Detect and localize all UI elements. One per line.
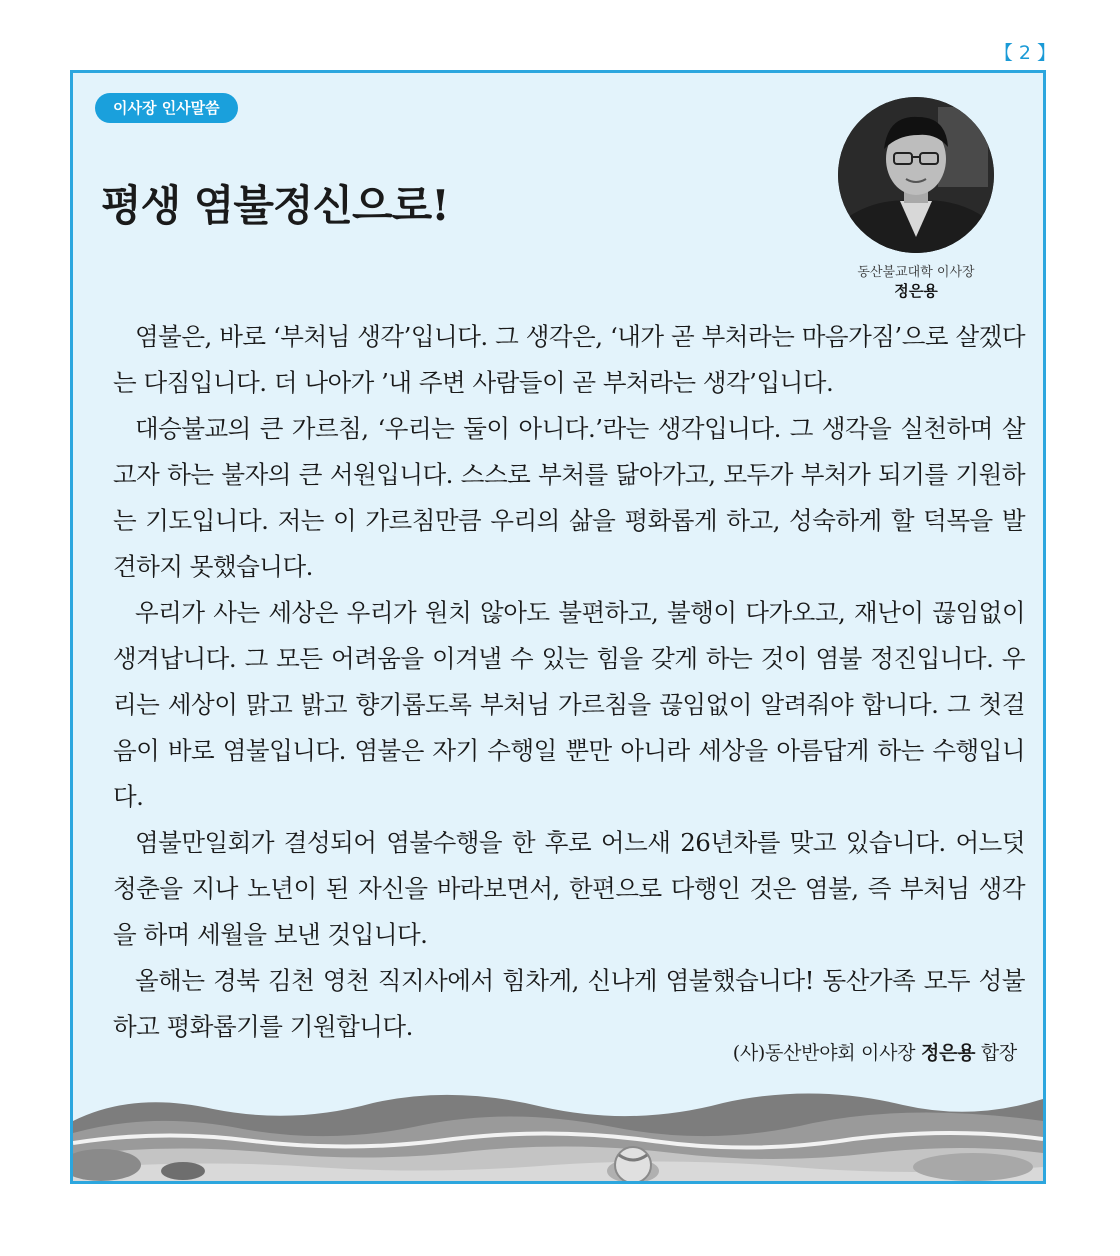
article-body: [113, 314, 1025, 1050]
signature: [733, 1038, 1017, 1065]
article-title: 평생 염불정신으로!: [101, 181, 449, 230]
paragraph: 올해는 경북 김천 영천 직지사에서 힘차게, 신나게 염불했습니다! 동산가족 모두 성불하고 평화롭기를 기원합니다.: [113, 966, 1025, 1041]
paragraph: 대승불교의 큰 가르침, ‘우리는 둘이 아니다.’라는 생각입니다. 그 생각을 실천하며 살고자 하는 불자의 큰 서원입니다. 스스로 부처를 닮아가고, 모두가 부처가 되기를 기원하는 기도입니다. 저는 이 가르침만큼 우리의 삶을 평화롭게 하고, 성숙하게 할 덕목을 발견하지 못했습니다.: [113, 414, 1025, 581]
beach-scenery-illustration: [73, 1081, 1043, 1181]
paragraph: 염불은, 바로 ‘부처님 생각’입니다. 그 생각은, ‘내가 곧 부처라는 마음가짐’으로 살겠다는 다짐입니다. 더 나아가 ’내 주변 사람들이 곧 부처라는 생각’입니다.: [113, 322, 1025, 397]
signature-suffix: 합장: [975, 1042, 1017, 1064]
section-badge: 이사장 인사말씀: [95, 93, 238, 123]
author-photo: [838, 97, 994, 253]
paragraph: 우리가 사는 세상은 우리가 원치 않아도 불편하고, 불행이 다가오고, 재난이 끊임없이 생겨납니다. 그 모든 어려움을 이겨낼 수 있는 힘을 갖게 하는 것이 염불 정진입니다. 우리는 세상이 맑고 밝고 향기롭도록 부처님 가르침을 끊임없이 알려줘야 합니다. 그 첫걸음이 바로 염불입니다. 염불은 자기 수행일 뿐만 아니라 세상을 아름답게 하는 수행입니다.: [113, 598, 1025, 811]
author-name: 정은용: [894, 282, 938, 300]
signature-name: 정은용: [920, 1042, 976, 1064]
article-panel: [70, 70, 1046, 1184]
page-number: 【 2 】: [993, 42, 1056, 64]
author-affiliation: 동산불교대학 이사장: [857, 265, 975, 280]
signature-prefix: (사)동산반야회 이사장: [732, 1042, 921, 1064]
paragraph: 염불만일회가 결성되어 염불수행을 한 후로 어느새 26년차를 맞고 있습니다. 어느덧 청춘을 지나 노년이 된 자신을 바라보면서, 한편으로 다행인 것은 염불, 즉 부처님 생각을 하며 세월을 보낸 것입니다.: [113, 828, 1025, 949]
